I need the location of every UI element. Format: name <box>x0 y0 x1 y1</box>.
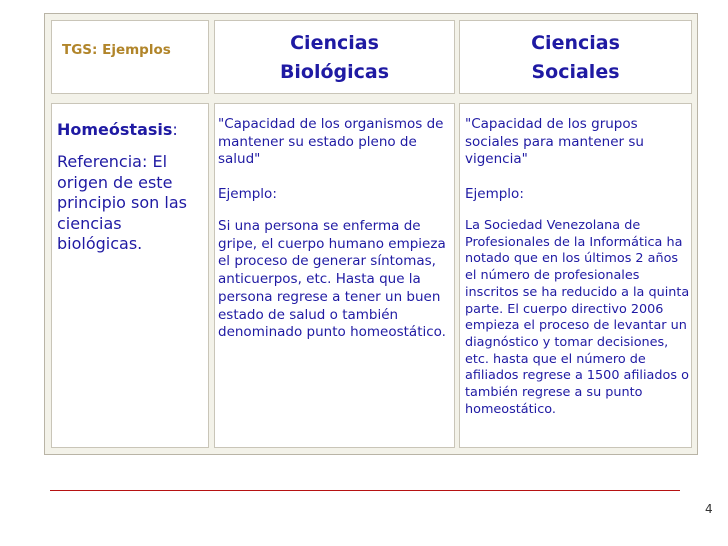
social-definition: "Capacidad de los grupos sociales para mantener su vigencia" <box>465 116 644 168</box>
homeostasis-reference: Referencia: El origen de este principio son las ciencias biológicas. <box>57 152 187 253</box>
header-cell-biological <box>214 20 455 94</box>
header-cell-social <box>459 20 692 94</box>
biological-heading-line2: Biológicas <box>279 61 390 83</box>
social-example-label: Ejemplo: <box>465 186 524 202</box>
footer-rule <box>50 490 680 491</box>
biological-example-text: Si una persona se enferma de gripe, el cuerpo humano empieza el proceso de generar síntomas, anticuerpos, etc. Hasta que la persona regrese a tener un buen estado de salud o también denominado punto homeostático. <box>218 218 446 341</box>
biological-definition: "Capacidad de los organismos de mantener su estado pleno de salud" <box>218 116 444 168</box>
tgs-examples-label: TGS: Ejemplos <box>62 42 171 58</box>
header-cell-tgs <box>51 20 209 94</box>
body-cell-social <box>459 103 692 448</box>
body-cell-homeostasis <box>51 103 209 448</box>
biological-heading-line1: Ciencias <box>290 32 379 54</box>
homeostasis-term: Homeóstasis: <box>57 120 178 139</box>
social-example-text: La Sociedad Venezolana de Profesionales de la Informática ha notado que en los últimos 2 años el número de profesionales inscritos se ha reducido a la quinta parte. El cuerpo directivo 2006 empieza el proceso de levantar un diagnóstico y tomar decisiones, etc. hasta que el número de afiliados regrese a 1500 afiliados o también regrese a su punto homeostático. <box>465 218 690 417</box>
social-heading-line2: Sociales <box>531 61 620 83</box>
biological-sciences-heading <box>215 29 454 87</box>
body-cell-biological <box>214 103 455 448</box>
social-heading-line1: Ciencias <box>531 32 620 54</box>
page-number: 4 <box>705 502 713 516</box>
biological-example-label: Ejemplo: <box>218 186 277 202</box>
social-sciences-heading <box>460 29 691 87</box>
